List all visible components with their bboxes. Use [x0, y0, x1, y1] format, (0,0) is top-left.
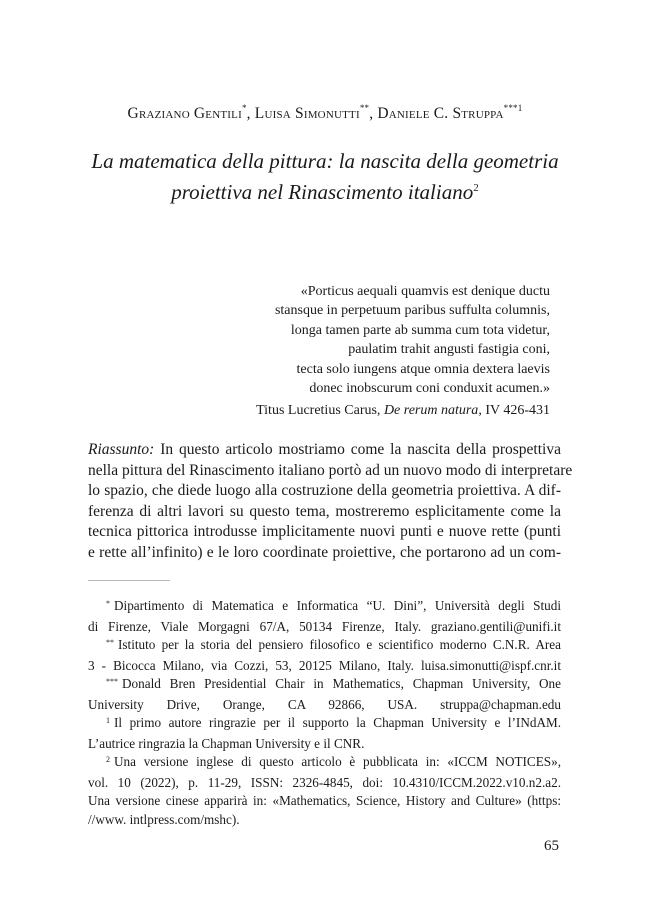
- abstract-label: Riassunto:: [88, 441, 155, 458]
- author-name: Daniele C. Struppa: [377, 105, 504, 123]
- abstract-line: nella pittura del Rinascimento italiano portò ad un nuovo modo di interpretare: [88, 461, 573, 479]
- epigraph-line: paulatim trahit angusti fastigia coni,: [348, 342, 550, 358]
- footnote-line: [88, 753, 561, 774]
- footnote-text: Dipartimento di Matematica e Informatica “U. Dini”, Università degli Studi: [114, 598, 561, 613]
- footnote-separator: [88, 580, 170, 581]
- footnote-line: L’autrice ringrazia la Chapman University e il CNR.: [88, 735, 365, 751]
- author-mark: **: [359, 103, 370, 113]
- author-mark: *: [241, 103, 247, 113]
- epigraph-line: longa tamen parte ab summa cum tota videtur,: [290, 322, 550, 338]
- footnote-text: Il primo autore ringrazie per il supporto la Chapman University e l’INdAM.: [114, 715, 561, 730]
- footnote-line: //www. intlpress.com/mshc).: [88, 811, 240, 827]
- epigraph-line: «Porticus aequali quamvis est denique ductu: [300, 284, 550, 299]
- author-mark: ***1: [503, 103, 523, 113]
- article-title: [60, 148, 590, 206]
- footnote-mark: *: [106, 599, 110, 608]
- epigraph-attribution: [256, 403, 550, 419]
- attribution-author: Titus Lucretius Carus,: [256, 403, 384, 418]
- footnote-text: Una versione inglese di questo articolo è pubblicata in: «ICCM NOTICES»,: [114, 754, 561, 769]
- footnote-line: [88, 675, 561, 696]
- page-number: 65: [544, 838, 559, 854]
- author-line: [0, 104, 650, 123]
- title-line-2: proiettiva nel Rinascimento italiano: [171, 180, 474, 204]
- footnote-text: Donald Bren Presidential Chair in Mathematics, Chapman University, One: [122, 676, 561, 691]
- title-line-1: La matematica della pittura: la nascita della geometria: [91, 149, 559, 173]
- footnote-mark: ***: [106, 677, 118, 686]
- footnote-line: [88, 636, 561, 657]
- author-name: Graziano Gentili: [127, 105, 242, 123]
- epigraph: [170, 282, 550, 398]
- footnote-line: 3 - Bicocca Milano, via Cozzi, 53, 20125 Milano, Italy. luisa.simonutti@ispf.cnr.it: [88, 657, 561, 673]
- epigraph-line: tecta solo iungens atque omnia dextera laevis: [296, 361, 550, 377]
- footnote-line: University Drive, Orange, CA 92866, USA. struppa@chapman.edu: [88, 696, 561, 712]
- footnotes: [88, 597, 561, 829]
- author-separator: ,: [246, 105, 255, 123]
- footnote-text: Istituto per la storia del pensiero filosofico e scientifico moderno C.N.R. Area: [118, 637, 561, 652]
- epigraph-line: stansque in perpetuum paribus suffulta columnis,: [274, 303, 550, 319]
- abstract-line: [88, 440, 561, 461]
- abstract-line: lo spazio, che diede luogo alla costruzione della geometria proiettiva. A dif-: [88, 482, 561, 500]
- attribution-ref: , IV 426-431: [478, 403, 550, 418]
- abstract-line: tecnica pittorica introdusse implicitamente nuovi punti e nuove rette (punti: [88, 523, 561, 541]
- abstract-line: ferenza di altri lavori su questo tema, mostreremo esplicitamente come la: [88, 502, 561, 520]
- footnote-mark: 2: [106, 755, 110, 764]
- author-separator: ,: [369, 105, 378, 123]
- title-footnote-mark: 2: [473, 182, 479, 194]
- author-name: Luisa Simonutti: [254, 105, 360, 123]
- footnote-line: [88, 597, 561, 618]
- footnote-line: [88, 714, 561, 735]
- abstract: [88, 440, 573, 564]
- footnote-mark: 1: [106, 716, 110, 725]
- footnote-line: di Firenze, Viale Morgagni 67/A, 50134 Firenze, Italy. graziano.gentili@unifi.it: [88, 618, 561, 634]
- footnote-mark: **: [106, 638, 114, 647]
- footnote-line: vol. 10 (2022), p. 11-29, ISSN: 2326-4845, doi: 10.4310/ICCM.2022.v10.n2.a2.: [88, 774, 561, 790]
- footnote-line: Una versione cinese apparirà in: «Mathematics, Science, History and Culture» (https:: [88, 793, 561, 808]
- abstract-line: e rette all’infinito) e le loro coordinate proiettive, che portarono ad un com-: [88, 543, 561, 561]
- abstract-text: In questo articolo mostriamo come la nascita della prospettiva: [154, 441, 561, 458]
- epigraph-line: donec inobscurum coni conduxit acumen.»: [309, 381, 550, 397]
- attribution-work: De rerum natura: [383, 403, 479, 418]
